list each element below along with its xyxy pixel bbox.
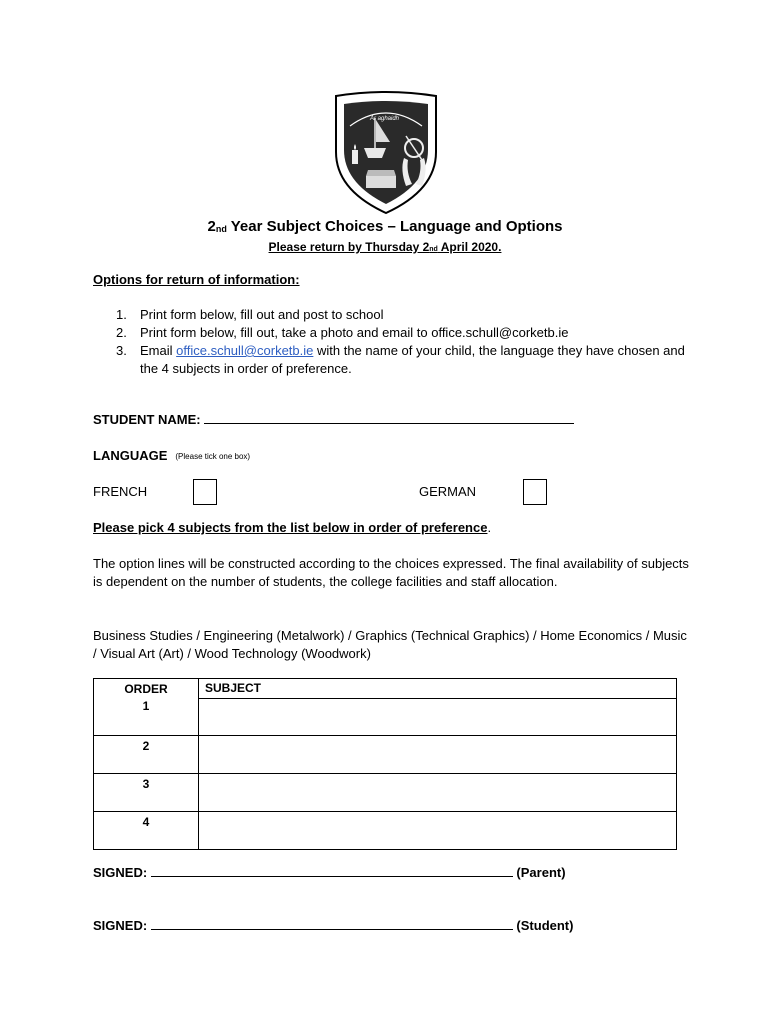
subject-input-1[interactable] — [199, 699, 676, 735]
subject-input-3[interactable] — [199, 774, 677, 812]
pick-heading: Please pick 4 subjects from the list below in order of preference — [93, 520, 488, 535]
table-row — [94, 736, 677, 774]
table-row — [94, 679, 677, 736]
deadline-date: April 2020. — [437, 240, 502, 254]
subject-choice-table — [93, 678, 677, 850]
deadline-text: Please return by Thursday 2 — [268, 240, 430, 254]
subject-cell — [199, 679, 677, 736]
order-cell — [94, 774, 199, 812]
title-ordinal: 2 — [207, 218, 216, 235]
parent-signature-row — [93, 864, 566, 880]
deadline-superscript: nd — [429, 246, 438, 253]
list-number: 3. — [116, 343, 127, 358]
list-number: 1. — [116, 307, 127, 322]
list-item — [93, 306, 693, 324]
order-number: 2 — [142, 739, 150, 753]
student-name-label: STUDENT NAME: — [93, 412, 201, 427]
order-number: 4 — [142, 815, 150, 829]
order-number: 1 — [142, 699, 150, 713]
email-link[interactable]: office.schull@corketb.ie — [176, 343, 314, 358]
order-cell — [94, 679, 199, 736]
signed-label: SIGNED: — [93, 918, 148, 933]
list-number: 2. — [116, 325, 127, 340]
title-superscript: nd — [215, 224, 227, 234]
parent-signature-field[interactable] — [151, 864, 513, 877]
student-signature-field[interactable] — [151, 917, 513, 930]
pick-period: . — [487, 520, 492, 535]
student-name-field[interactable] — [204, 411, 574, 424]
order-number: 3 — [142, 777, 150, 791]
language-hint: (Please tick one box) — [175, 452, 251, 461]
info-paragraph: The option lines will be constructed according to the choices expressed. The final availability of subjects is dependent on the number of students, the college facilities and staff allocation. — [93, 556, 689, 589]
list-item-text: Print form below, fill out, take a photo and email to office.schull@corketb.ie — [140, 325, 569, 340]
order-header: ORDER — [124, 682, 168, 696]
return-deadline — [0, 240, 770, 254]
school-crest — [330, 90, 442, 215]
subject-input-2[interactable] — [199, 736, 677, 774]
order-cell — [94, 812, 199, 850]
list-item-text: with the name of your child, the language they have chosen and the 4 subjects in order of preference. — [140, 343, 685, 376]
student-role: (Student) — [516, 918, 574, 933]
options-heading: Options for return of information: — [93, 272, 300, 287]
list-item-text: Print form below, fill out and post to school — [140, 307, 384, 322]
list-item-text: Email — [140, 343, 177, 358]
title-text: Year Subject Choices – Language and Options — [226, 218, 563, 235]
page-title — [0, 218, 770, 235]
order-cell — [94, 736, 199, 774]
return-options-list — [93, 306, 693, 378]
table-row — [94, 812, 677, 850]
language-row — [93, 448, 250, 463]
french-label: FRENCH — [93, 484, 148, 499]
student-name-row — [93, 411, 574, 427]
french-checkbox[interactable] — [193, 479, 217, 505]
list-item — [93, 324, 693, 342]
list-item — [93, 342, 693, 378]
crest-motto: Ar aghaidh — [370, 116, 400, 122]
signed-label: SIGNED: — [93, 865, 148, 880]
pick-heading-row — [93, 520, 491, 535]
language-label: LANGUAGE — [93, 448, 168, 463]
table-row — [94, 774, 677, 812]
subject-header: SUBJECT — [199, 679, 676, 699]
german-label: GERMAN — [419, 484, 477, 499]
subject-input-4[interactable] — [199, 812, 677, 850]
german-checkbox[interactable] — [523, 479, 547, 505]
subjects-list: Business Studies / Engineering (Metalwork) / Graphics (Technical Graphics) / Home Economics / Music / Visual Art (Art) / Wood Technology (Woodwork) — [93, 628, 687, 661]
student-signature-row — [93, 917, 573, 933]
parent-role: (Parent) — [516, 865, 566, 880]
